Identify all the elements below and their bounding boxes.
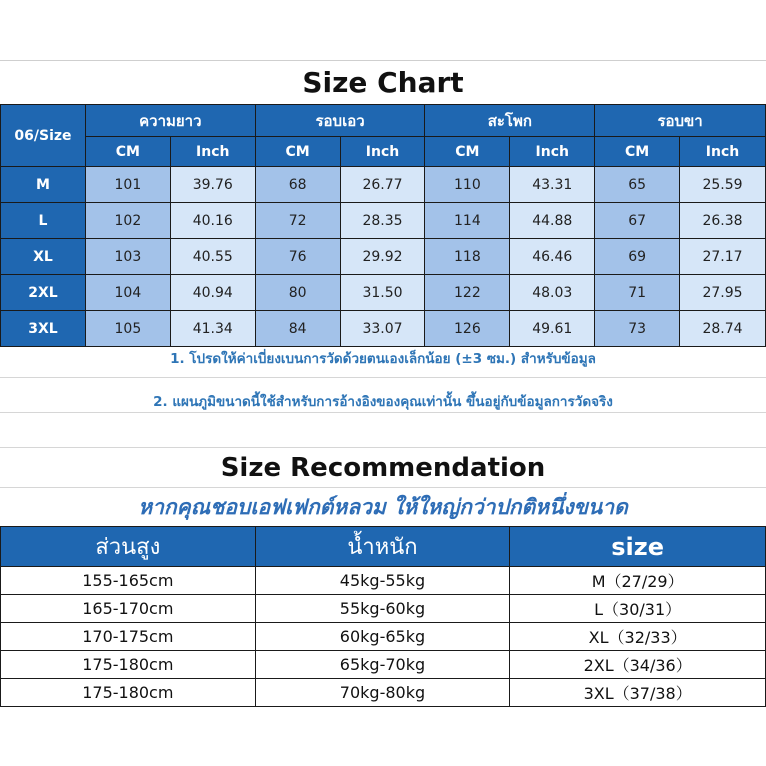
size-recommendation-slogan: หากคุณชอบเอฟเฟกต์หลวม ให้ใหญ่กว่าปกติหนึ่งขนาด bbox=[138, 495, 628, 519]
measure-cell: 69 bbox=[595, 239, 680, 275]
rec-weight-cell: 55kg-60kg bbox=[255, 595, 510, 623]
measure-cell: 104 bbox=[85, 275, 170, 311]
rec-weight-cell: 65kg-70kg bbox=[255, 651, 510, 679]
group-header-thigh: รอบขา bbox=[595, 105, 766, 137]
rec-height-cell: 170-175cm bbox=[1, 623, 256, 651]
size-recommendation-title: Size Recommendation bbox=[220, 453, 546, 483]
unit-header: Inch bbox=[340, 137, 425, 167]
measure-cell: 46.46 bbox=[510, 239, 595, 275]
unit-header: CM bbox=[255, 137, 340, 167]
measure-cell: 31.50 bbox=[340, 275, 425, 311]
measure-cell: 84 bbox=[255, 311, 340, 347]
rec-size-cell: L（30/31） bbox=[510, 595, 766, 623]
measure-cell: 40.16 bbox=[170, 203, 255, 239]
rec-size-cell: 2XL（34/36） bbox=[510, 651, 766, 679]
rec-row bbox=[1, 567, 766, 595]
measure-cell: 101 bbox=[85, 167, 170, 203]
measure-cell: 103 bbox=[85, 239, 170, 275]
size-row bbox=[1, 275, 766, 311]
measure-cell: 28.74 bbox=[680, 311, 766, 347]
size-chart-table bbox=[0, 104, 766, 347]
measure-cell: 122 bbox=[425, 275, 510, 311]
divider bbox=[0, 412, 766, 413]
measure-cell: 25.59 bbox=[680, 167, 766, 203]
rec-header-weight: น้ำหนัก bbox=[255, 527, 510, 567]
measure-cell: 76 bbox=[255, 239, 340, 275]
rec-size-cell: XL（32/33） bbox=[510, 623, 766, 651]
measure-cell: 65 bbox=[595, 167, 680, 203]
measure-cell: 43.31 bbox=[510, 167, 595, 203]
rec-height-cell: 175-180cm bbox=[1, 651, 256, 679]
measure-cell: 67 bbox=[595, 203, 680, 239]
measure-cell: 27.17 bbox=[680, 239, 766, 275]
measure-cell: 44.88 bbox=[510, 203, 595, 239]
measure-cell: 126 bbox=[425, 311, 510, 347]
rec-weight-cell: 70kg-80kg bbox=[255, 679, 510, 707]
measure-cell: 26.38 bbox=[680, 203, 766, 239]
measure-cell: 39.76 bbox=[170, 167, 255, 203]
unit-header: Inch bbox=[680, 137, 766, 167]
rec-row bbox=[1, 595, 766, 623]
measure-cell: 28.35 bbox=[340, 203, 425, 239]
size-chart-note-2: 2. แผนภูมิขนาดนี้ใช้สำหรับการอ้างอิงของคุณเท่านั้น ขึ้นอยู่กับข้อมูลการวัดจริง bbox=[153, 394, 613, 410]
size-chart-title: Size Chart bbox=[0, 60, 766, 104]
measure-cell: 26.77 bbox=[340, 167, 425, 203]
unit-header: Inch bbox=[170, 137, 255, 167]
rec-size-cell: 3XL（37/38） bbox=[510, 679, 766, 707]
measure-cell: 102 bbox=[85, 203, 170, 239]
rec-height-cell: 165-170cm bbox=[1, 595, 256, 623]
measure-cell: 33.07 bbox=[340, 311, 425, 347]
rec-row bbox=[1, 679, 766, 707]
measure-cell: 80 bbox=[255, 275, 340, 311]
size-label: 2XL bbox=[1, 275, 86, 311]
rec-size-cell: M（27/29） bbox=[510, 567, 766, 595]
measure-cell: 110 bbox=[425, 167, 510, 203]
rec-height-cell: 155-165cm bbox=[1, 567, 256, 595]
rec-row bbox=[1, 651, 766, 679]
measure-cell: 105 bbox=[85, 311, 170, 347]
rec-header-size: size bbox=[510, 527, 766, 567]
measure-cell: 27.95 bbox=[680, 275, 766, 311]
rec-height-cell: 175-180cm bbox=[1, 679, 256, 707]
measure-cell: 68 bbox=[255, 167, 340, 203]
size-row bbox=[1, 239, 766, 275]
size-row bbox=[1, 311, 766, 347]
measure-cell: 71 bbox=[595, 275, 680, 311]
measure-cell: 114 bbox=[425, 203, 510, 239]
measure-cell: 48.03 bbox=[510, 275, 595, 311]
size-label: 3XL bbox=[1, 311, 86, 347]
rec-weight-cell: 60kg-65kg bbox=[255, 623, 510, 651]
group-header-waist: รอบเอว bbox=[255, 105, 425, 137]
measure-cell: 40.94 bbox=[170, 275, 255, 311]
measure-cell: 72 bbox=[255, 203, 340, 239]
size-row bbox=[1, 203, 766, 239]
measure-cell: 49.61 bbox=[510, 311, 595, 347]
measure-cell: 29.92 bbox=[340, 239, 425, 275]
corner-label: 06/Size bbox=[1, 105, 86, 167]
size-recommendation-table bbox=[0, 526, 766, 707]
divider bbox=[0, 377, 766, 378]
group-header-length: ความยาว bbox=[85, 105, 255, 137]
unit-header: CM bbox=[85, 137, 170, 167]
unit-header: Inch bbox=[510, 137, 595, 167]
unit-header: CM bbox=[425, 137, 510, 167]
rec-weight-cell: 45kg-55kg bbox=[255, 567, 510, 595]
measure-cell: 41.34 bbox=[170, 311, 255, 347]
unit-header: CM bbox=[595, 137, 680, 167]
measure-cell: 40.55 bbox=[170, 239, 255, 275]
group-header-hip: สะโพก bbox=[425, 105, 595, 137]
size-chart-note-1: 1. โปรดให้ค่าเบี่ยงเบนการวัดด้วยตนเองเล็กน้อย (±3 ซม.) สำหรับข้อมูล bbox=[170, 351, 596, 367]
size-label: L bbox=[1, 203, 86, 239]
measure-cell: 118 bbox=[425, 239, 510, 275]
rec-header-height: ส่วนสูง bbox=[1, 527, 256, 567]
size-label: XL bbox=[1, 239, 86, 275]
rec-row bbox=[1, 623, 766, 651]
size-row bbox=[1, 167, 766, 203]
size-label: M bbox=[1, 167, 86, 203]
measure-cell: 73 bbox=[595, 311, 680, 347]
